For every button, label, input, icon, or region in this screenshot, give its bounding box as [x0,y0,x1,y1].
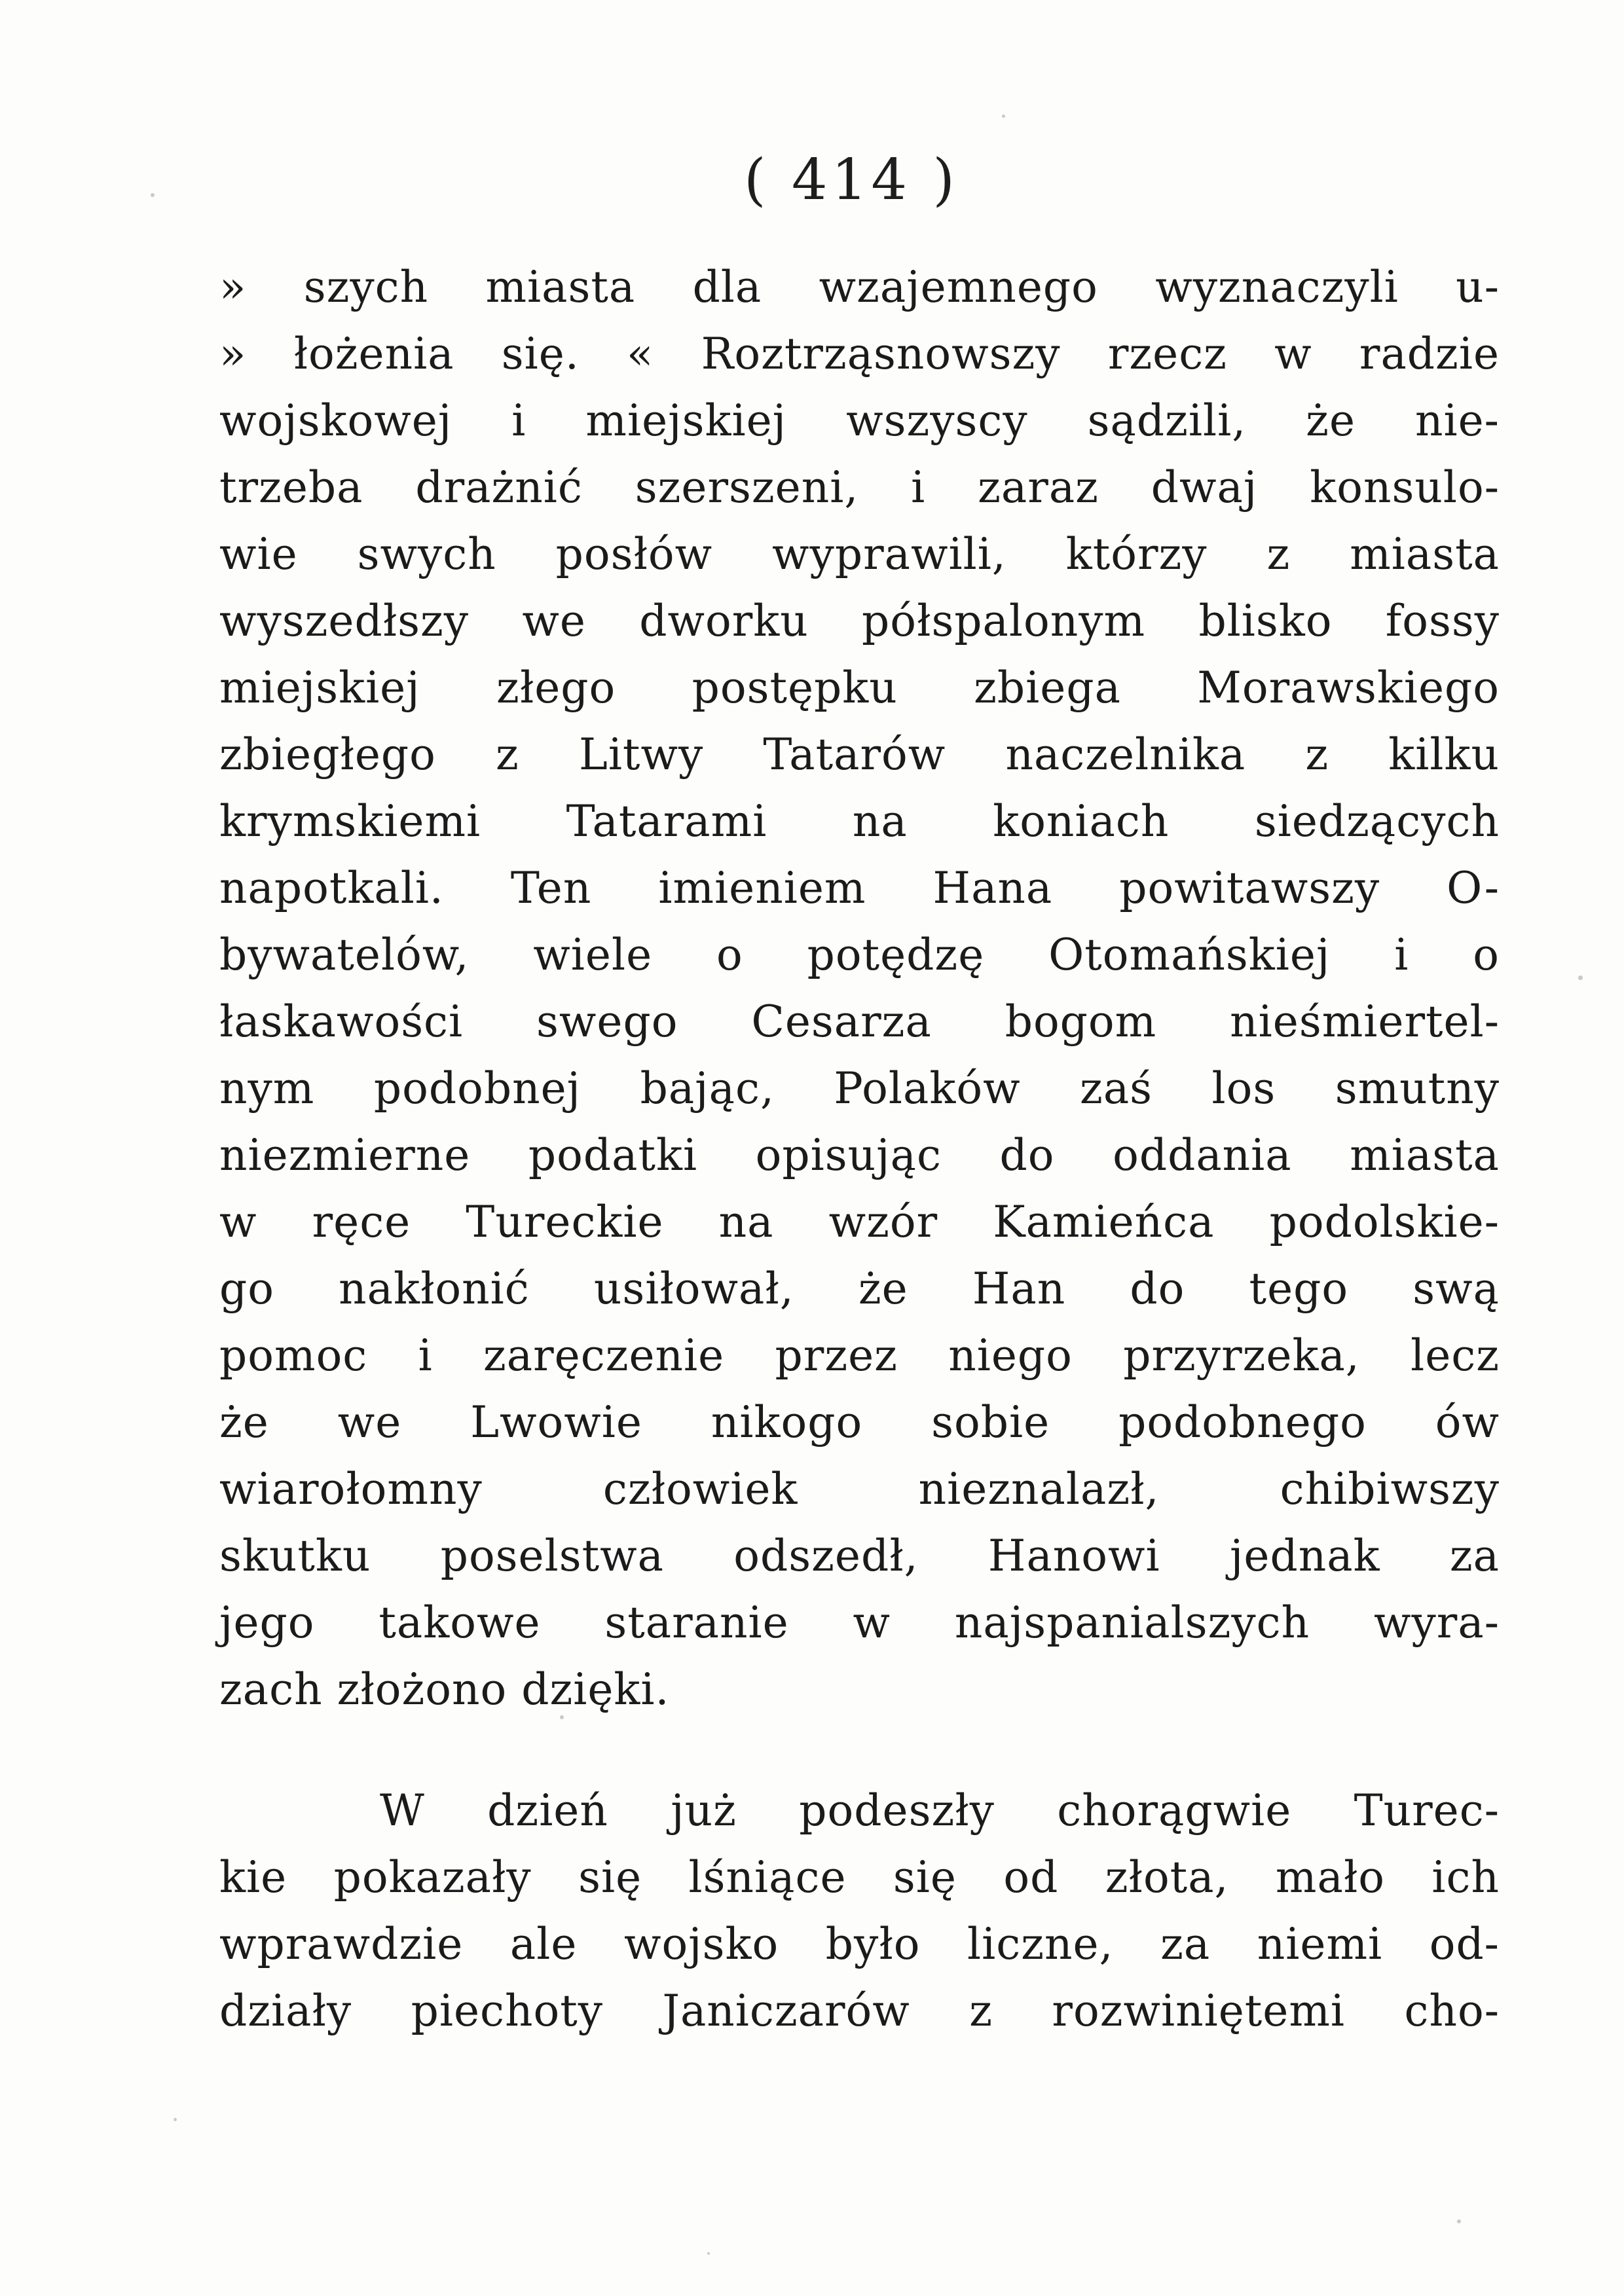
text-line: zbiegłego z Litwy Tatarów naczelnika z kilku [219,729,1500,780]
text-line: krymskiemi Tatarami na koniach siedzących [219,796,1500,847]
text-line: niezmierne podatki opisując do oddania miasta [219,1130,1500,1180]
text-line: bywatelów, wiele o potędzę Otomańskiej i o [219,930,1500,980]
text-line: łaskawości swego Cesarza bogom nieśmiertel- [219,996,1500,1047]
text-line: skutku poselstwa odszedł, Hanowi jednak za [219,1531,1500,1581]
text-line: w ręce Tureckie na wzór Kamieńca podolskie- [219,1197,1500,1247]
text-line: że we Lwowie nikogo sobie podobnego ów [219,1397,1500,1448]
scan-speck [1002,115,1005,118]
scan-speck [560,1715,564,1719]
text-line: » szych miasta dla wzajemnego wyznaczyli u- [219,262,1500,312]
paragraph-1 [219,254,1500,1723]
text-line: zach złożono dzięki. [219,1664,670,1715]
page-number: ( 414 ) [744,147,959,213]
text-line: miejskiej złego postępku zbiega Morawskiego [219,663,1500,713]
scan-speck [1578,975,1583,980]
text-line: wojskowej i miejskiej wszyscy sądzili, że nie- [219,395,1500,446]
paragraph-2 [219,1777,1500,2045]
text-line: wprawdzie ale wojsko było liczne, za niemi od- [219,1919,1500,1969]
scan-speck [1457,2219,1461,2223]
text-line: go nakłonić usiłował, że Han do tego swą [219,1264,1500,1314]
text-line: jego takowe staranie w najspanialszych wyra- [219,1597,1500,1648]
scan-speck [151,193,155,197]
text-line: wiarołomny człowiek nieznalazł, chibiwszy [219,1464,1500,1514]
text-line: pomoc i zaręczenie przez niego przyrzeka, lecz [219,1330,1500,1381]
text-line: » łożenia się. « Roztrząsnowszy rzecz w radzie [219,329,1500,379]
text-line: napotkali. Ten imieniem Hana powitawszy O- [219,863,1500,913]
text-line: działy piechoty Janiczarów z rozwiniętemi cho- [219,1986,1500,2036]
text-line: wyszedłszy we dworku półspalonym blisko fossy [219,596,1500,646]
text-line: W dzień już podeszły chorągwie Turec- [380,1785,1500,1836]
scan-speck [174,2118,177,2121]
text-line: nym podobnej bając, Polaków zaś los smutny [219,1063,1500,1114]
text-line: kie pokazały się lśniące się od złota, mało ich [219,1852,1500,1903]
text-line: trzeba drażnić szerszeni, i zaraz dwaj konsulo- [219,462,1500,513]
scan-speck [707,2252,710,2255]
text-line: wie swych posłów wyprawili, którzy z miasta [219,529,1500,579]
